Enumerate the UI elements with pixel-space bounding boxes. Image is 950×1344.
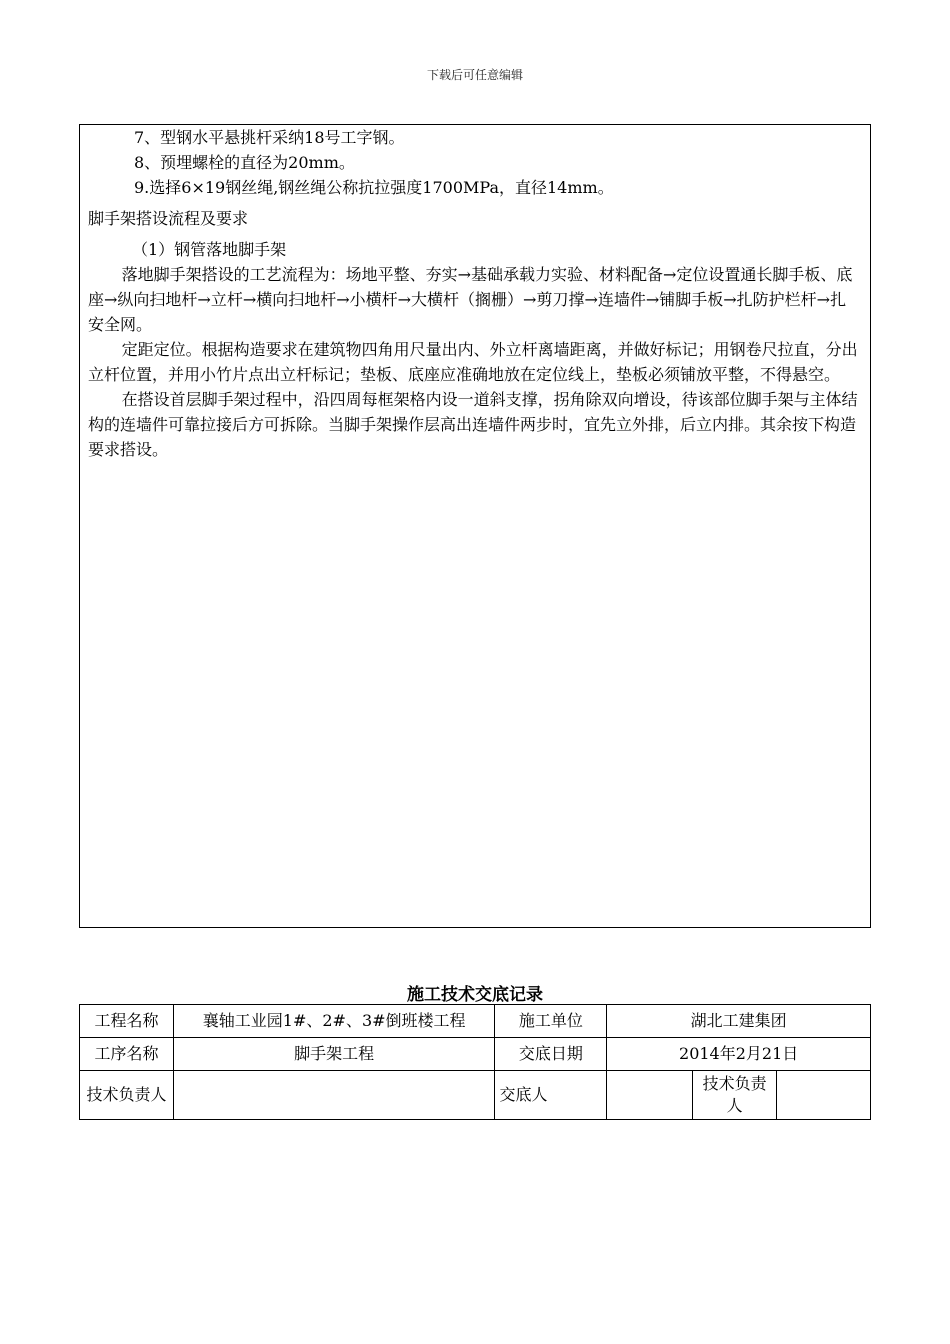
- subsection-title: （1）钢管落地脚手架: [132, 240, 287, 259]
- tech-lead-label: 技术负责人: [80, 1071, 174, 1120]
- record-row-signatures: [80, 1071, 871, 1120]
- process-name-value: 脚手架工程: [173, 1038, 495, 1071]
- record-table: [79, 1004, 871, 1120]
- item-7: 7、型钢水平悬挑杆采纳18号工字钢。: [134, 128, 405, 147]
- paragraph-positioning: 定距定位。根据构造要求在建筑物四角用尺量出内、外立杆离墙距离，并做好标记；用钢卷尺拉直，分出立杆位置，并用小竹片点出立杆标记；垫板、底座应准确地放在定位线上，垫板必须铺放平整，不得悬空。: [88, 340, 858, 384]
- record-title: 施工技术交底记录: [407, 985, 543, 1005]
- contractor-label: 施工单位: [495, 1005, 607, 1038]
- item-9: 9.选择6×19钢丝绳,钢丝绳公称抗拉强度1700MPa，直径14mm。: [134, 178, 614, 197]
- header-note: 下载后可任意编辑: [426, 68, 523, 82]
- paragraph-first-layer: 在搭设首层脚手架过程中，沿四周每框架格内设一道斜支撑，拐角除双向增设，待该部位脚手架与主体结构的连墙件可靠拉接后方可拆除。当脚手架操作层高出连墙件两步时，宜先立外排，后立内排。其余按下构造要求搭设。: [88, 390, 858, 459]
- section-title: 脚手架搭设流程及要求: [88, 209, 249, 228]
- date-label: 交底日期: [495, 1038, 607, 1071]
- tech-lead2-label: 技术负责人: [693, 1071, 777, 1120]
- paragraph-process: 落地脚手架搭设的工艺流程为：场地平整、夯实→基础承载力实验、材料配备→定位设置通长脚手板、底座→纵向扫地杆→立杆→横向扫地杆→小横杆→大横杆（搁栅）→剪刀撑→连墙件→铺脚手板→扎防护栏杆→扎安全网。: [88, 265, 853, 334]
- briefer-label: 交底人: [495, 1071, 607, 1120]
- project-name-label: 工程名称: [80, 1005, 174, 1038]
- project-name-value: 襄轴工业园1#、2#、3#倒班楼工程: [173, 1005, 495, 1038]
- process-name-label: 工序名称: [80, 1038, 174, 1071]
- content-box: [79, 124, 871, 928]
- tech-lead2-value: [777, 1071, 871, 1120]
- tech-lead-value: [173, 1071, 495, 1120]
- date-value: 2014年2月21日: [607, 1038, 871, 1071]
- briefer-value: [607, 1071, 693, 1120]
- record-row-project: [80, 1005, 871, 1038]
- item-8: 8、预埋螺栓的直径为20mm。: [134, 153, 355, 172]
- contractor-value: 湖北工建集团: [607, 1005, 871, 1038]
- record-row-process: [80, 1038, 871, 1071]
